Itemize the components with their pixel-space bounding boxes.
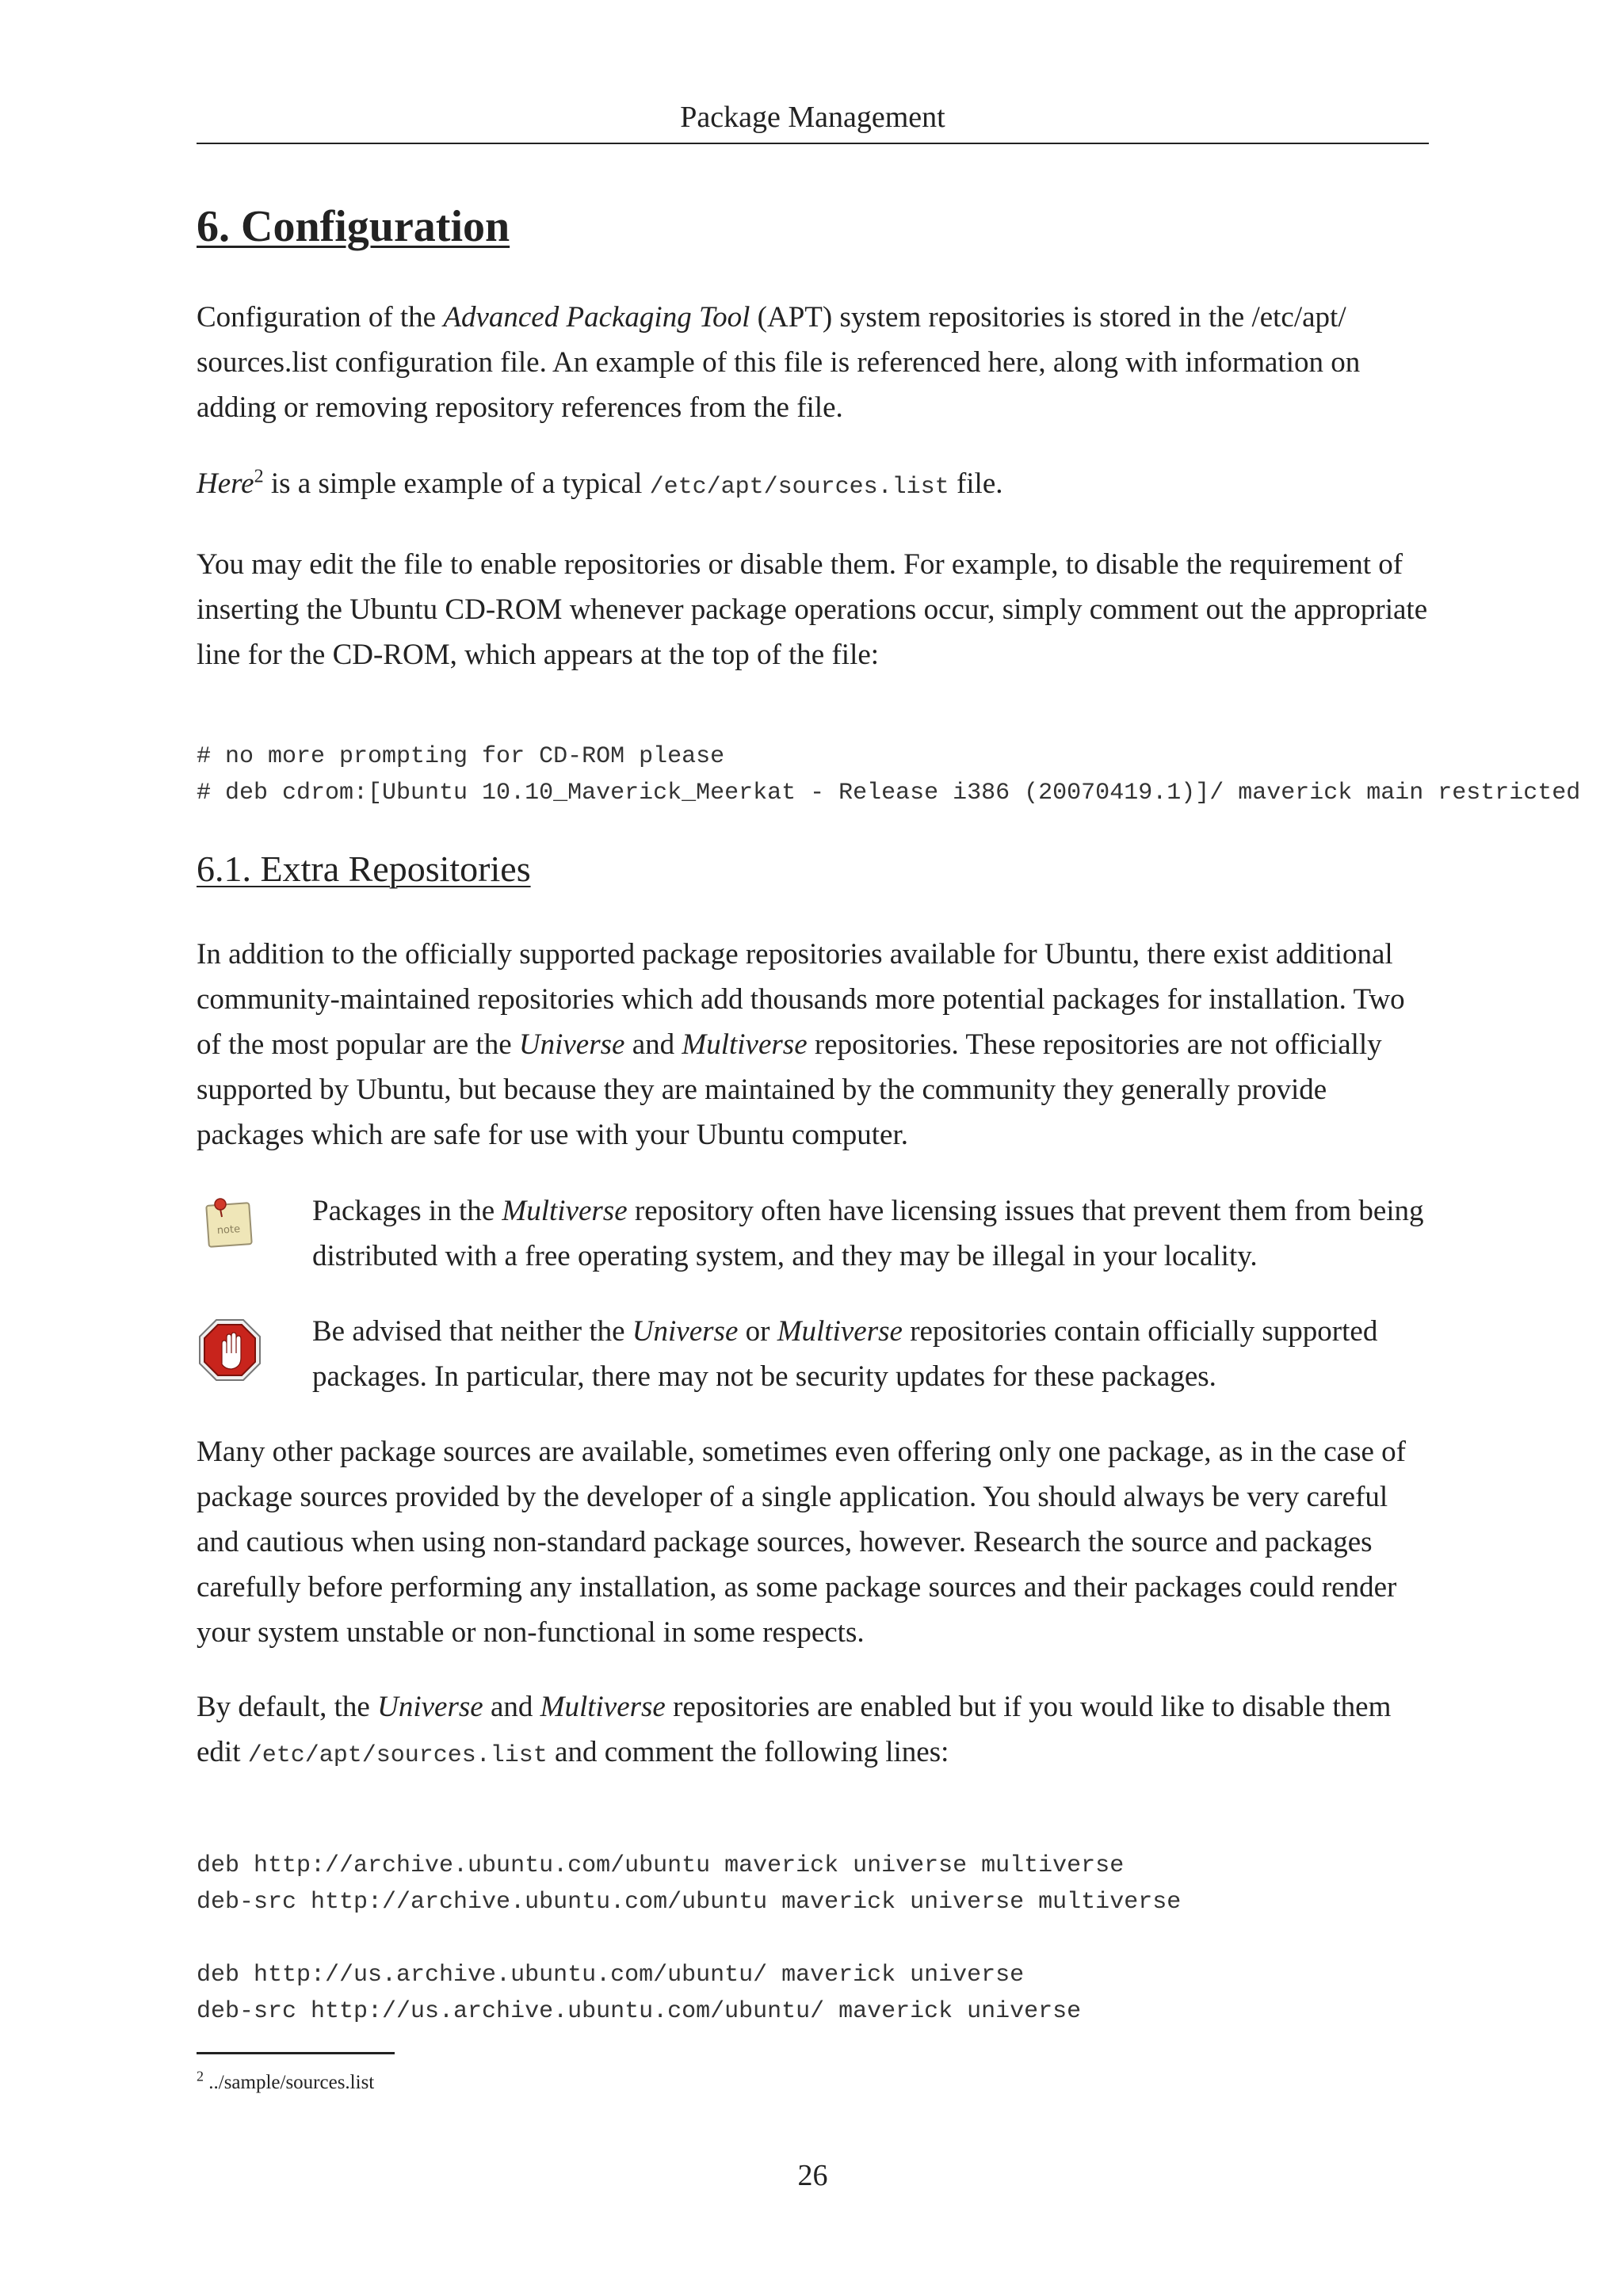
section-heading: 6. Configuration [197,202,510,251]
text-run: repository often have licensing issues that prevent them from being distributed with a free operating system, and they may be illegal in your locality. [312,1195,1424,1272]
sources-example-paragraph [197,461,1429,510]
note-icon-label: note [216,1223,241,1238]
emphasis-multiverse: Multiverse [682,1028,808,1061]
cdrom-code-block [197,738,1580,811]
code-line: # no more prompting for CD-ROM please [197,743,725,770]
page-number: 26 [797,2159,828,2192]
emphasis-multiverse: Multiverse [777,1315,903,1348]
emphasis-universe: Universe [377,1691,483,1723]
document-page [197,0,1581,2296]
emphasis-apt: Advanced Packaging Tool [443,301,750,334]
other-sources-paragraph: Many other package sources are available, sometimes even offering only one package, as in the case of package sources provided by the developer of a single application. You should always be very careful and cautious when using non-standard package sources, however. Research the source and packages carefully before performing any installation, as some package sources and their packages could render your system unstable or non-functional in some respects. [197,1436,1406,1649]
text-run: In addition to the officially supported package repositories available for Ubuntu, there exist additional community-maintained repositories which add thousands more potential packages for installation. Two of the most popular are the [197,938,1405,1061]
text-run: By default, the [197,1691,378,1723]
edit-file-paragraph: You may edit the file to enable repositories or disable them. For example, to disable the requirement of inserting the Ubuntu CD-ROM whenever package operations occur, simply comment out the appropriate line for the CD-ROM, which appears at the top of the file: [197,548,1428,671]
text-run: or [738,1315,777,1348]
code-blank-line [197,1920,1181,1957]
header-rule [197,143,1429,144]
code-line: deb http://us.archive.ubuntu.com/ubuntu/ maverick universe [197,1962,1025,1989]
code-line: # deb cdrom:[Ubuntu 10.10_Maverick_Meerkat - Release i386 (20070419.1)]/ maverick main restricted [197,780,1581,807]
note-icon-graphic [197,1188,263,1255]
text-run: Be advised that neither the [312,1315,632,1348]
stop-hand-icon [197,1317,263,1383]
note-admonition [197,1188,1429,1283]
inline-code-path: /etc/apt/sources.list [649,474,949,501]
code-line: deb-src http://archive.ubuntu.com/ubuntu maverick universe multiverse [197,1889,1182,1916]
footnote-number: 2 [197,2068,204,2084]
config-intro-paragraph [197,295,1429,430]
emphasis-multiverse: Multiverse [502,1195,628,1227]
text-run: repositories contain officially supported packages. In particular, there may not be security updates for these packages. [312,1315,1378,1393]
repos-code-block [197,1848,1181,2030]
stop-hand-icon-graphic [197,1317,263,1383]
footnote-reference[interactable]: 2 [254,466,264,487]
footnote-text[interactable]: ../sample/sources.list [204,2072,375,2093]
text-run: is a simple example of a typical [263,467,650,500]
text-run: (APT) system repositories is stored in the /etc/apt/ sources.list configuration file. An example of this file is referenced here, along with information on adding or removing repository references from the file. [197,301,1361,424]
text-run: repositories. These repositories are not officially supported by Ubuntu, but because they are maintained by the community they generally provide packages which are safe for use with your Ubuntu computer. [197,1028,1382,1151]
running-header: Package Management [680,101,945,134]
code-line: deb-src http://us.archive.ubuntu.com/ubuntu/ maverick universe [197,1998,1082,2025]
text-run: repositories are enabled but if you would like to disable them edit [197,1691,1392,1768]
warning-admonition [197,1309,1429,1404]
extra-repos-paragraph [197,932,1429,1158]
text-run: and comment the following lines: [547,1736,949,1768]
note-icon [197,1188,263,1255]
code-line: deb http://archive.ubuntu.com/ubuntu maverick universe multiverse [197,1852,1125,1879]
text-run: and [624,1028,682,1061]
footnote-rule [197,2052,395,2054]
note-text [312,1188,1430,1279]
emphasis-multiverse: Multiverse [540,1691,666,1723]
inline-code-path: /etc/apt/sources.list [247,1742,548,1769]
text-run: Packages in the [312,1195,502,1227]
here-link[interactable]: Here [197,467,254,500]
footnote [197,2069,374,2096]
text-run: file. [949,467,1003,500]
text-run: Configuration of the [197,301,444,334]
emphasis-universe: Universe [518,1028,625,1061]
default-enabled-paragraph [197,1684,1429,1779]
text-run: and [483,1691,540,1723]
subsection-heading: 6.1. Extra Repositories [197,849,531,889]
emphasis-universe: Universe [632,1315,739,1348]
warning-text [312,1309,1430,1399]
